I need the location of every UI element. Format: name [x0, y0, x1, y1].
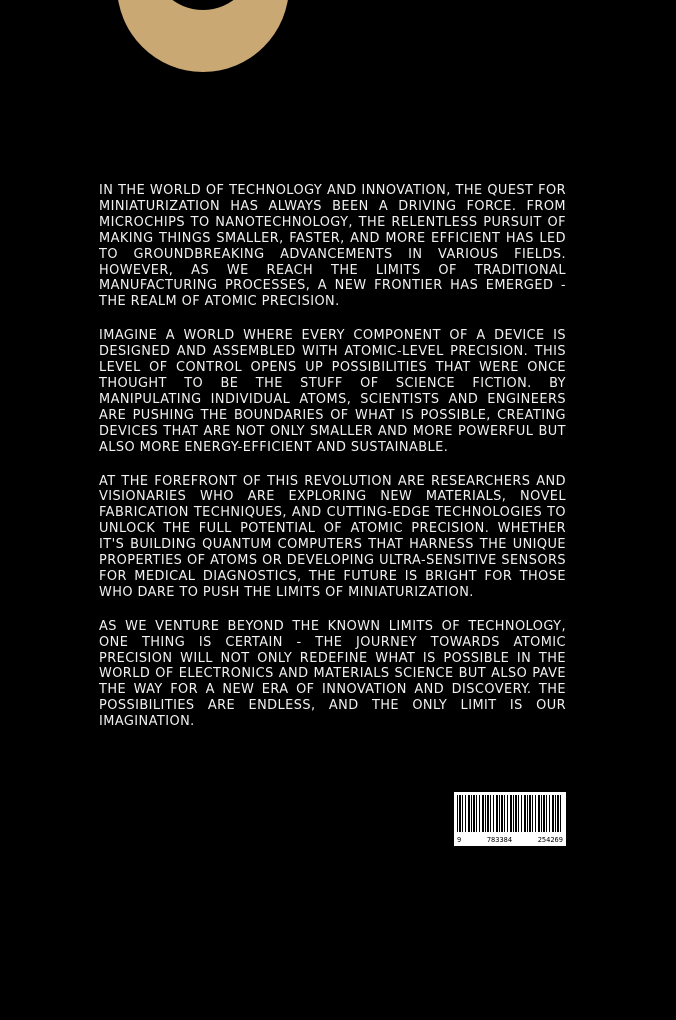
blurb-paragraph-1: IN THE WORLD OF TECHNOLOGY AND INNOVATION, THE QUEST FOR MINIATURIZATION HAS ALWAYS BEEN A DRIVING FORCE. FROM MICROCHIPS TO NANOTECHNOLOGY, THE RELENTLESS PURSUIT OF MAKING THINGS SMALLER, FASTER, AND MORE EFFICIENT HAS LED TO GROUNDBREAKING ADVANCEMENTS IN VARIOUS FIELDS. HOWEVER, AS WE REACH THE LIMITS OF TRADITIONAL MANUFACTURING PROCESSES, A NEW FRONTIER HAS EMERGED - THE REALM OF ATOMIC PRECISION. [99, 183, 566, 310]
barcode-digit-group-1: 783384 [486, 836, 513, 844]
blurb-paragraph-3: AT THE FOREFRONT OF THIS REVOLUTION ARE RESEARCHERS AND VISIONARIES WHO ARE EXPLORING NEW MATERIALS, NOVEL FABRICATION TECHNIQUES, AND CUTTING-EDGE TECHNOLOGIES TO UNLOCK THE FULL POTENTIAL OF ATOMIC PRECISION. WHETHER IT'S BUILDING QUANTUM COMPUTERS THAT HARNESS THE UNIQUE PROPERTIES OF ATOMS OR DEVELOPING ULTRA-SENSITIVE SENSORS FOR MEDICAL DIAGNOSTICS, THE FUTURE IS BRIGHT FOR THOSE WHO DARE TO PUSH THE LIMITS OF MINIATURIZATION. [99, 473, 566, 600]
barcode-digit-group-2: 254269 [537, 836, 563, 844]
blurb-paragraph-2: IMAGINE A WORLD WHERE EVERY COMPONENT OF A DEVICE IS DESIGNED AND ASSEMBLED WITH ATOMIC-LEVEL PRECISION. THIS LEVEL OF CONTROL OPENS UP POSSIBILITIES THAT WERE ONCE THOUGHT TO BE THE STUFF OF SCIENCE FICTION. BY MANIPULATING INDIVIDUAL ATOMS, SCIENTISTS AND ENGINEERS ARE PUSHING THE BOUNDARIES OF WHAT IS POSSIBLE, CREATING DEVICES THAT ARE NOT ONLY SMALLER AND MORE POWERFUL BUT ALSO MORE ENERGY-EFFICIENT AND SUSTAINABLE. [99, 328, 566, 455]
blurb-paragraph-4: AS WE VENTURE BEYOND THE KNOWN LIMITS OF TECHNOLOGY, ONE THING IS CERTAIN - THE JOURNEY TOWARDS ATOMIC PRECISION WILL NOT ONLY REDEFINE WHAT IS POSSIBLE IN THE WORLD OF ELECTRONICS AND MATERIALS SCIENCE BUT ALSO PAVE THE WAY FOR A NEW ERA OF INNOVATION AND DISCOVERY. THE POSSIBILITIES ARE ENDLESS, AND THE ONLY LIMIT IS OUR IMAGINATION. [99, 618, 566, 730]
isbn-barcode [454, 792, 566, 846]
barcode-digits [454, 836, 566, 844]
barcode-digit-prefix: 9 [457, 836, 462, 844]
decorative-gold-ring [117, 0, 289, 72]
ring-hole [150, 0, 256, 10]
barcode-bars [457, 795, 563, 832]
back-cover-blurb [99, 183, 566, 748]
